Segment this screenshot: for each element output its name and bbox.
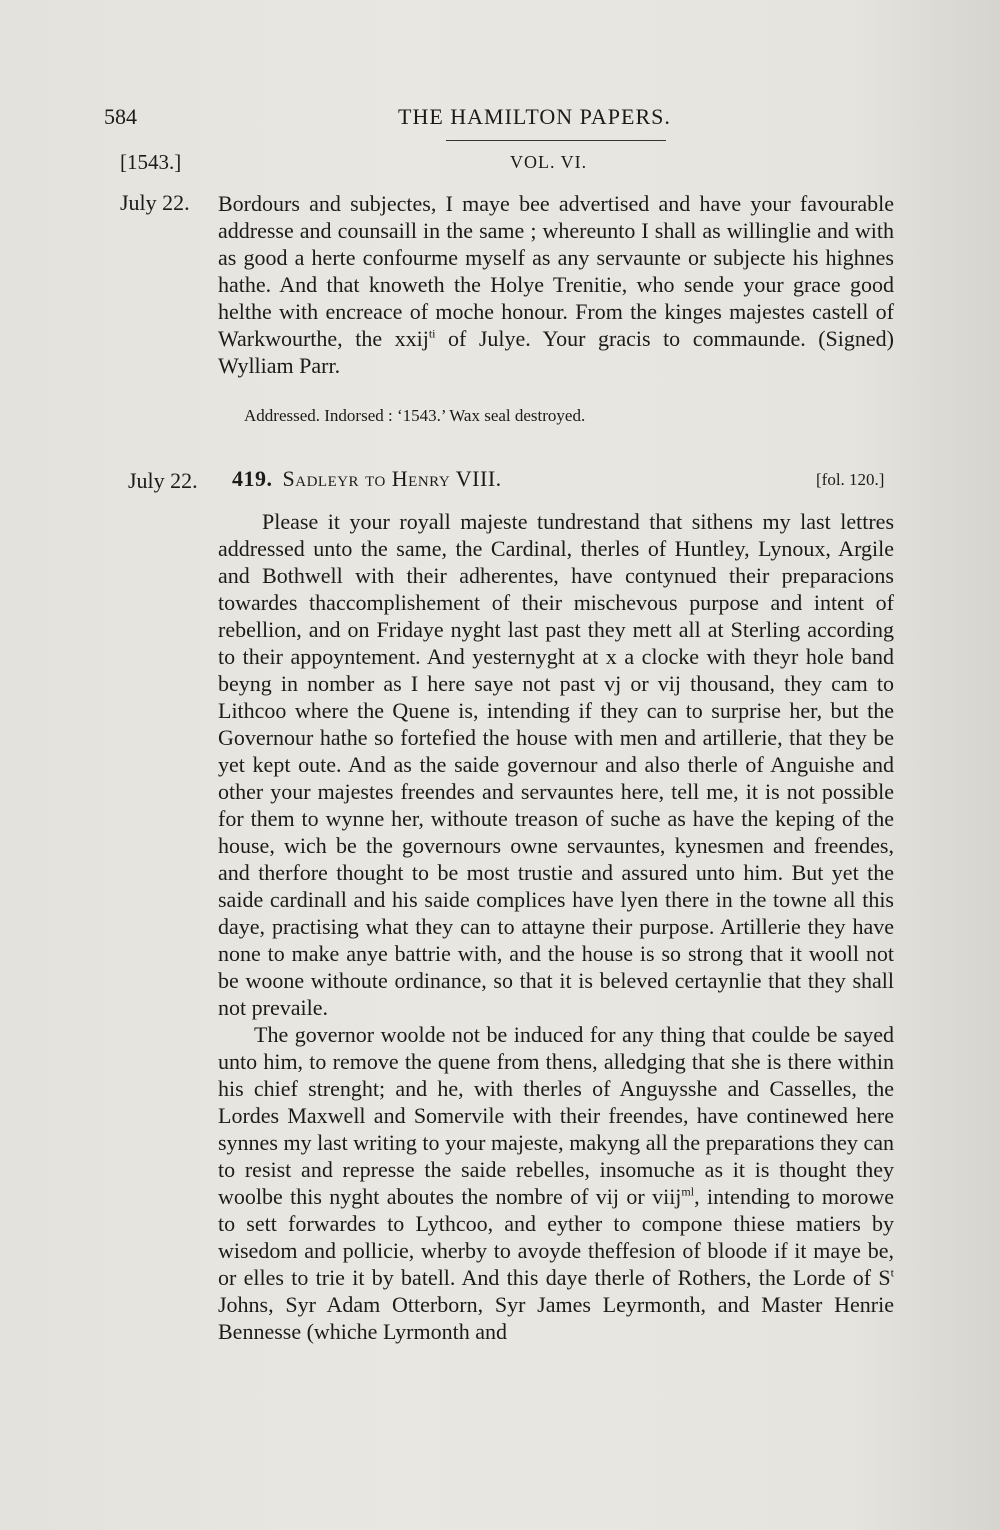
prev-letter-text <box>218 190 894 379</box>
entry-date-419: July 22. <box>128 468 198 493</box>
endorsement-note: Addressed. Indorsed : ‘1543.’ Wax seal destroyed. <box>244 406 586 425</box>
paragraph-2-superscript-1: ml <box>681 1184 695 1199</box>
paragraph-2-part-a: The governor woolde not be induced for any thing that coulde be sayed unto him, to remove the quene from thens, alledging that she is there within his chief strenght; and he, with therles of Anguysshe and Casselles, the Lordes Maxwell and Somervile with their freendes, have continewed here synnes my last writing to your majeste, makyng all the preparations they can to resist and represse the saide rebelles, insomuche as it is thought they woolbe this nyght aboutes the nombre of vij or viij <box>218 1022 894 1209</box>
paragraph-2-part-b: , intending to morowe to sett forwardes to Lythcoo, and eyther to compone thiese matiers by wisedom and pollicie, wherby to avoyde theffesion of bloode if it maye be, or elles to trie it by batell. And this daye therle of Rothers, the Lorde of S <box>218 1184 894 1290</box>
letter-419-body <box>218 508 894 1345</box>
volume-label: VOL. VI. <box>510 152 588 172</box>
prev-letter-paragraph <box>218 190 894 379</box>
entry-number: 419. <box>232 466 273 491</box>
prev-superscript: ti <box>428 326 436 341</box>
paragraph-1: Please it your royall majeste tundrestand that sithens my last lettres addressed unto the same, the Cardinal, therles of Huntley, Lynoux, Argile and Bothwell with their adherentes, have contynued their preparacions towardes thaccomplishement of their mischevous purpose and intent of rebellion, and on Fridaye nyght last past they mett all at Sterling according to their appoyntement. And yesternyght at x a clocke with theyr hole band beyng in nomber as I here saye not past vj or vij thousand, they cam to Lithcoo where the Quene is, intending if they can to surprise her, but the Governour hathe so fortefied the house with men and artillerie, that they be yet kept oute. And as the saide governour and also therle of Anguishe and other your majestes freendes and servauntes here, tell me, it is not possible for them to wynne her, withoute treason of suche as have the keping of the house, wich be the governours owne servauntes, kynesmen and freendes, and therfore thought to be most trustie and assured unto him. But yet the saide cardinall and his saide complices have lyen there in the towne all this daye, practising what they can to attayne their purpose. Artillerie they have none to make anye battrie with, and the house is so strong that it wooll not be woone withoute ordinance, so that it is beleved certaynlie that they shall not prevaile. <box>218 509 894 1020</box>
running-title: THE HAMILTON PAPERS. <box>398 104 671 129</box>
entry-title: Sadleyr to Henry VIII. <box>282 466 502 491</box>
paragraph-2-part-c: Johns, Syr Adam Otterborn, Syr James Leyrmonth, and Master Henrie Bennesse (whiche Lyrmonth and <box>218 1292 894 1344</box>
prev-text-part-1: Bordours and subjectes, I maye bee advertised and have your favourable addresse and counsaill in the same ; whereunto I shall as willinglie and with as good a herte confourme myself as any servaunte or subjecte his highnes hathe. And that knoweth the Holye Trenitie, who sende your grace good helthe with encreace of moche honour. From the kinges majestes castell of Warkwourthe, the xxij <box>218 191 894 351</box>
paragraph-2 <box>218 1021 894 1345</box>
margin-year: [1543.] <box>120 150 182 174</box>
prev-text-part-2: of Julye. Your gracis to commaunde. (Signed) Wylliam Parr. <box>218 326 894 378</box>
header-rule <box>446 140 666 141</box>
paragraph-2-superscript-2: t <box>890 1265 894 1280</box>
folio-reference: [fol. 120.] <box>816 470 885 489</box>
entry-heading <box>232 466 502 492</box>
entry-date-prev: July 22. <box>120 190 190 215</box>
page-number: 584 <box>104 104 137 129</box>
